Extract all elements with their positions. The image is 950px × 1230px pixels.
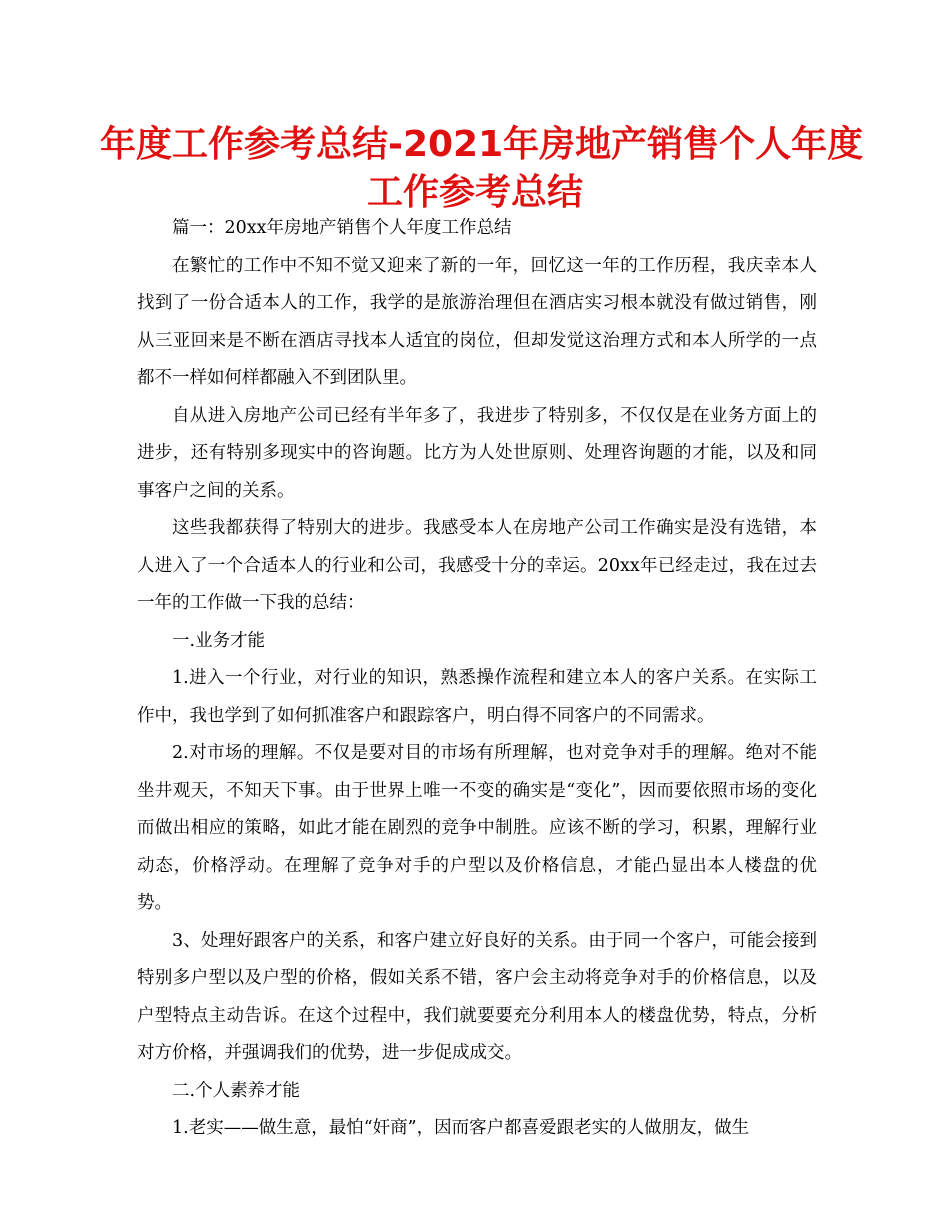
section-heading-business: 一.业务才能	[172, 630, 266, 651]
business-item-3: 3、处理好跟客户的关系，和客户建立好良好的关系。由于同一个客户，可能会接到特别多户型以及户型的价格，假如关系不错，客户会主动将竞争对手的价格信息，以及户型特点主动告诉。在这个过程中，我们就要要充分利用本人的楼盘优势，特点，分析对方价格，并强调我们的优势，进一步促成成交。	[137, 930, 817, 1063]
document-body	[137, 210, 817, 1148]
document-title-line-1: 年度工作参考总结-2021年房地产销售个人年度	[100, 124, 864, 165]
paragraph-1: 在繁忙的工作中不知不觉又迎来了新的一年，回忆这一年的工作历程，我庆幸本人找到了一份合适本人的工作，我学的是旅游治理但在酒店实习根本就没有做过销售，刚从三亚回来是不断在酒店寻找本人适宜的岗位，但却发觉这治理方式和本人所学的一点都不一样如何样都融入不到团队里。	[137, 255, 817, 388]
business-item-1: 1.进入一个行业，对行业的知识，熟悉操作流程和建立本人的客户关系。在实际工作中，我也学到了如何抓准客户和跟踪客户，明白得不同客户的不同需求。	[137, 668, 817, 726]
paragraph-3: 这些我都获得了特别大的进步。我感受本人在房地产公司工作确实是没有选错，本人进入了一个合适本人的行业和公司，我感受十分的幸运。20xx年已经走过，我在过去一年的工作做一下我的总结：	[137, 518, 817, 613]
document-title-line-2: 工作参考总结	[366, 172, 583, 213]
paragraph-2: 自从进入房地产公司已经有半年多了，我进步了特别多，不仅仅是在业务方面上的进步，还有特别多现实中的咨询题。比方为人处世原则、处理咨询题的才能，以及和同事客户之间的关系。	[137, 405, 817, 501]
article-subtitle: 篇一：20xx年房地产销售个人年度工作总结	[172, 218, 512, 238]
personal-item-1: 1.老实——做生意，最怕“奸商”，因而客户都喜爱跟老实的人做朋友，做生	[172, 1118, 750, 1138]
section-heading-personal: 二.个人素养才能	[172, 1080, 301, 1101]
business-item-2: 2.对市场的理解。不仅是要对目的市场有所理解，也对竞争对手的理解。绝对不能坐井观天，不知天下事。由于世界上唯一不变的确实是“变化”，因而要依照市场的变化而做出相应的策略，如此才能在剧烈的竞争中制胜。应该不断的学习，积累，理解行业动态，价格浮动。在理解了竞争对手的户型以及价格信息，才能凸显出本人楼盘的优势。	[137, 743, 817, 913]
